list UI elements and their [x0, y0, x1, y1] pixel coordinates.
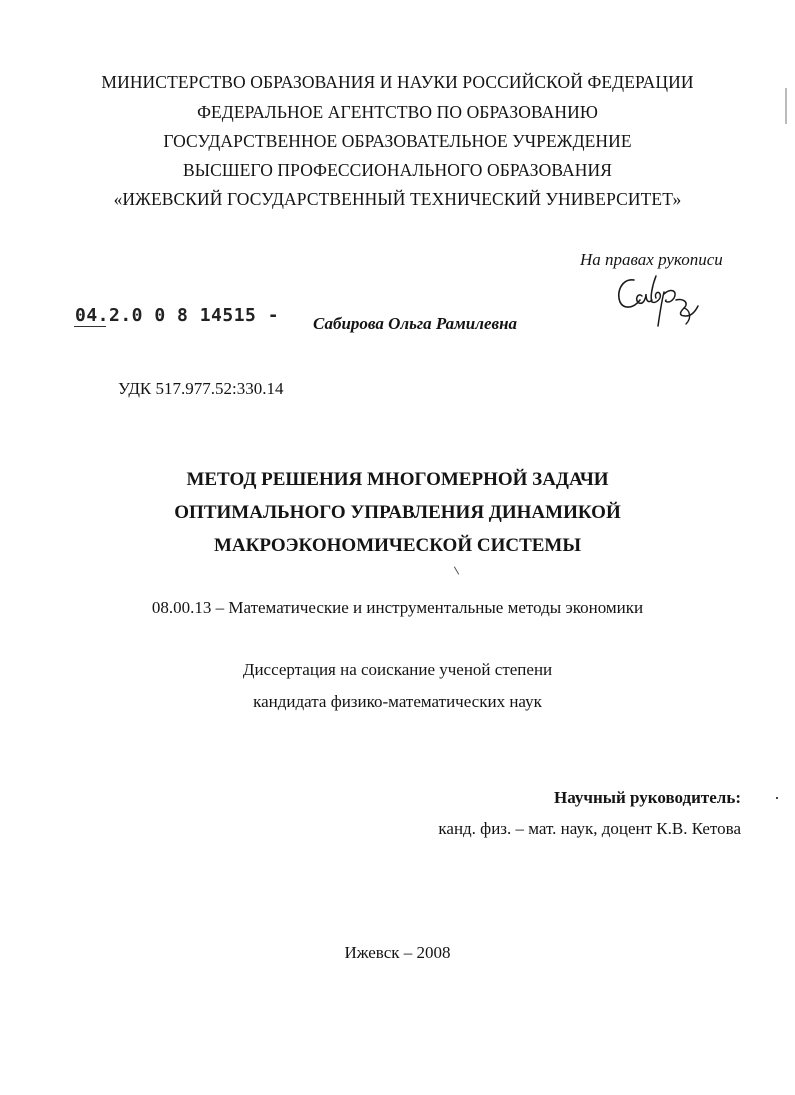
scan-edge-mark: [785, 88, 787, 124]
stamp-number: 04.2.0 0 8 14515 -: [75, 305, 280, 326]
manuscript-note: На правах рукописи: [580, 250, 723, 269]
scan-mark: [454, 566, 459, 574]
city-year: Ижевск – 2008: [344, 943, 451, 962]
dissertation-line-1: Диссертация на соискание ученой степени: [242, 660, 553, 679]
signature-image: [612, 270, 704, 332]
specialty: 08.00.13 – Математические и инструментальные методы экономики: [151, 598, 644, 617]
supervisor-name: канд. физ. – мат. наук, доцент К.В. Кетова: [438, 819, 741, 838]
dissertation-line-2: кандидата физико-математических наук: [253, 692, 542, 711]
udk-code: УДК 517.977.52:330.14: [118, 379, 284, 398]
institution-line-1: МИНИСТЕРСТВО ОБРАЗОВАНИЯ И НАУКИ РОССИЙСКОЙ ФЕДЕРАЦИИ: [101, 72, 694, 92]
supervisor-label: Научный руководитель:: [554, 788, 741, 807]
author-name: Сабирова Ольга Рамилевна: [313, 314, 518, 333]
title-line-3: МАКРОЭКОНОМИЧЕСКОЙ СИСТЕМЫ: [213, 535, 582, 556]
institution-line-5: «ИЖЕВСКИЙ ГОСУДАРСТВЕННЫЙ ТЕХНИЧЕСКИЙ УНИВЕРСИТЕТ»: [113, 189, 682, 209]
institution-line-4: ВЫСШЕГО ПРОФЕССИОНАЛЬНОГО ОБРАЗОВАНИЯ: [182, 160, 613, 180]
title-line-1: МЕТОД РЕШЕНИЯ МНОГОМЕРНОЙ ЗАДАЧИ: [186, 469, 609, 490]
scan-dot: [776, 797, 778, 799]
stamp-underline: [74, 326, 106, 327]
institution-line-2: ФЕДЕРАЛЬНОЕ АГЕНТСТВО ПО ОБРАЗОВАНИЮ: [197, 102, 598, 122]
institution-line-3: ГОСУДАРСТВЕННОЕ ОБРАЗОВАТЕЛЬНОЕ УЧРЕЖДЕНИЕ: [163, 131, 632, 151]
title-line-2: ОПТИМАЛЬНОГО УПРАВЛЕНИЯ ДИНАМИКОЙ: [174, 502, 621, 523]
